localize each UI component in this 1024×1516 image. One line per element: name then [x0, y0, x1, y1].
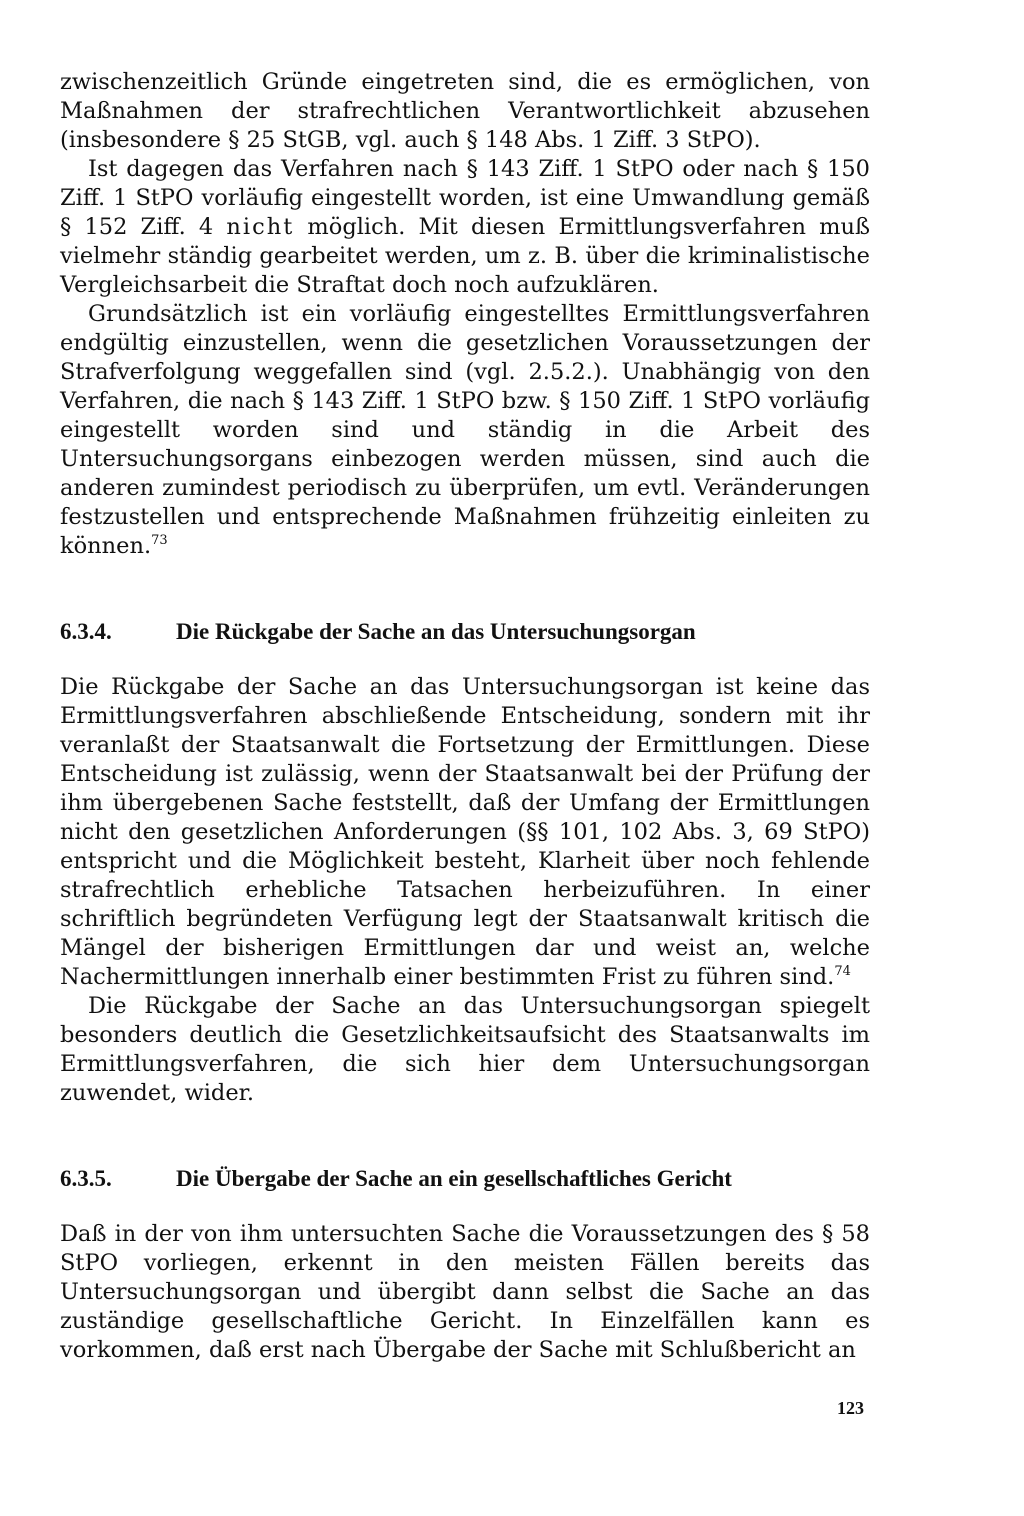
- section-heading-6-3-5: [60, 1164, 870, 1194]
- paragraph-text: zwischenzeitlich Gründe eingetreten sind, die es ermöglichen, von Maßnahmen der strafrechtlichen Verantwortlichkeit abzusehen (insbesondere § 25 StGB, vgl. auch § 148 Abs. 1 Ziff. 3 StPO).: [60, 69, 870, 153]
- paragraph-rueckgabe: [60, 673, 870, 992]
- emphasis-spaced: nicht: [226, 214, 295, 240]
- paragraph-text: Daß in der von ihm untersuchten Sache die Voraussetzungen des § 58 StPO vorliegen, erkennt in den meisten Fällen bereits das Untersuchungsorgan und übergibt dann selbst die Sache an das zuständige gesellschaftliche Gericht. In Einzelfällen kann es vorkommen, daß erst nach Übergabe der Sache mit Schlußbericht an: [60, 1221, 870, 1363]
- section-title: Die Übergabe der Sache an ein gesellschaftliches Gericht: [176, 1166, 732, 1191]
- footnote-marker: 73: [151, 533, 168, 548]
- section-number: 6.3.4.: [60, 619, 112, 644]
- section-title: Die Rückgabe der Sache an das Untersuchungsorgan: [176, 619, 696, 644]
- paragraph-text: Grundsätzlich ist ein vorläufig eingestelltes Ermittlungsverfahren endgültig einzustellen, wenn die gesetzlichen Voraussetzungen der Strafverfolgung weggefallen sind (vgl. 2.5.2.). Unabhängig von den Verfahren, die nach § 143 Ziff. 1 StPO bzw. § 150 Ziff. 1 StPO vorläufig eingestellt worden sind und ständig in die Arbeit des Untersuchungsorgans einbezogen werden müssen, sind auch die anderen zumindest periodisch zu überprüfen, um evtl. Veränderungen festzustellen und entsprechende Maßnahmen frühzeitig einleiten zu können.: [60, 301, 870, 559]
- section-number: 6.3.5.: [60, 1166, 112, 1191]
- paragraph-einstellung: [60, 300, 870, 561]
- paragraph-text: Die Rückgabe der Sache an das Untersuchungsorgan spiegelt besonders deutlich die Gesetzlichkeitsaufsicht des Staatsanwalts im Ermittlungsverfahren, die sich hier dem Untersuchungsorgan zuwendet, wider.: [60, 993, 870, 1106]
- paragraph-text: möglich. Mit diesen Ermittlungsverfahren muß vielmehr ständig gearbeitet werden, um z. B. über die kriminalistische Vergleichsarbeit die Straftat doch noch aufzuklären.: [60, 214, 870, 298]
- footnote-marker: 74: [834, 964, 851, 979]
- paragraph-uebergabe: [60, 1220, 870, 1365]
- section-heading-6-3-4: [60, 617, 870, 647]
- page-number: 123: [837, 1398, 864, 1418]
- paragraph-text: Die Rückgabe der Sache an das Untersuchungsorgan ist keine das Ermittlungsverfahren abschließende Entscheidung, sondern mit ihr veranlaßt der Staatsanwalt die Fortsetzung der Ermittlungen. Diese Entscheidung ist zulässig, wenn der Staatsanwalt bei der Prüfung der ihm übergebenen Sache feststellt, daß der Umfang der Ermittlungen nicht den gesetzlichen Anforderungen (§§ 101, 102 Abs. 3, 69 StPO) entspricht und die Möglichkeit besteht, Klarheit über noch fehlende strafrechtlich erhebliche Tatsachen herbeizuführen. In einer schriftlich begründeten Verfügung legt der Staatsanwalt kritisch die Mängel der bisherigen Ermittlungen dar und weist an, welche Nachermittlungen innerhalb einer bestimmten Frist zu führen sind.: [60, 674, 870, 990]
- paragraph-umwandlung: [60, 155, 870, 300]
- page-body: [60, 68, 870, 1365]
- paragraph-text: Ist dagegen das Verfahren nach § 143 Ziff. 1 StPO oder nach § 150 Ziff. 1 StPO vorläufig eingestellt worden, ist eine Umwandlung gemäß § 152 Ziff. 4: [60, 156, 870, 240]
- paragraph-gesetzlichkeitsaufsicht: [60, 992, 870, 1108]
- paragraph-continuation: [60, 68, 870, 155]
